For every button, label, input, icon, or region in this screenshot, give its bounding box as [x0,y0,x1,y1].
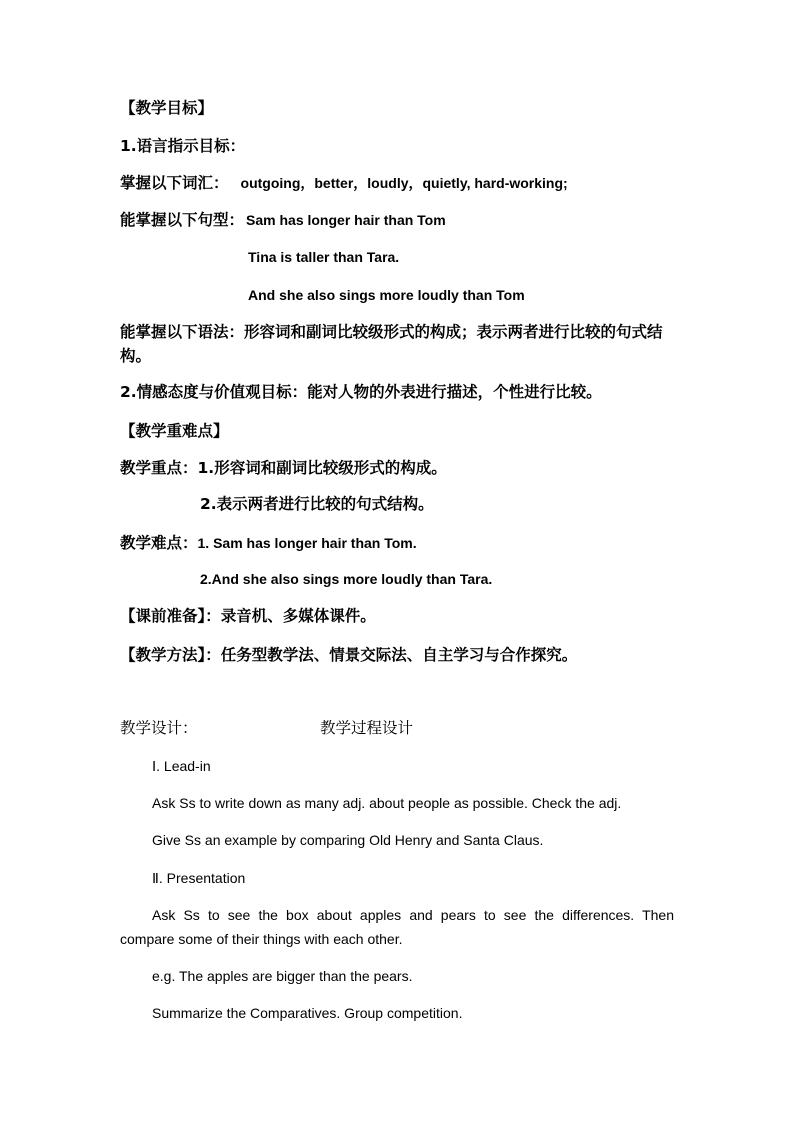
step-2-paragraph-line-1: Ask Ss to see the box about apples and pears to see the differences. Then [152,907,674,923]
difficult-point-2: 2.And she also sings more loudly than Tara. [200,571,493,587]
methods-label: 【教学方法】 [120,646,206,664]
step-2-line-1: e.g. The apples are bigger than the pears. [152,968,413,984]
preparation-text: ：录音机、多媒体课件。 [205,607,376,625]
grammar-objective: 能掌握以下语法：形容词和副词比较级形式的构成；表示两者进行比较的句式结构。 [120,323,663,365]
sentences-line [120,210,446,231]
step-1-heading: Ⅰ. Lead-in [152,758,211,774]
objectives-heading: 【教学目标】 [120,99,214,117]
design-label: 教学设计： [120,719,198,737]
methods-line [120,645,577,665]
step-1-line-2: Give Ss an example by comparing Old Henry and Santa Claus. [152,832,544,848]
difficult-points-label: 教学难点： [120,534,198,552]
key-point-line-1 [120,458,447,478]
sentence-3: And she also sings more loudly than Tom [248,287,525,303]
sentence-1: Sam has longer hair than Tom [246,212,446,228]
preparation-line [120,606,376,626]
key-point-2: 2.表示两者进行比较的句式结构。 [200,495,434,513]
design-title: 教学过程设计 [320,719,414,737]
vocab-line [120,173,568,194]
difficult-point-1: 1. Sam has longer hair than Tom. [197,535,417,551]
difficult-point-line-1 [120,533,417,554]
step-2-paragraph-line-2: compare some of their things with each other. [120,931,403,947]
sentence-2: Tina is taller than Tara. [248,249,400,265]
preparation-label: 【课前准备】 [120,607,206,625]
objective-2: 2.情感态度与价值观目标：能对人物的外表进行描述，个性进行比较。 [120,383,602,401]
key-point-1: 1.形容词和副词比较级形式的构成。 [197,459,447,477]
vocab-label: 掌握以下词汇： [120,174,229,192]
step-2-heading: Ⅱ. Presentation [152,870,246,886]
step-1-line-1: Ask Ss to write down as many adj. about people as possible. Check the adj. [152,795,622,811]
objective-1-title: 1.语言指示目标： [120,137,246,155]
sentences-label: 能掌握以下句型： [120,211,245,229]
vocab-words: outgoing，better，loudly，quietly, hard-working; [240,175,568,191]
methods-text: ：任务型教学法、情景交际法、自主学习与合作探究。 [205,646,578,664]
key-points-label: 教学重点： [120,459,198,477]
keypoints-heading: 【教学重难点】 [120,422,229,440]
step-2-line-2: Summarize the Comparatives. Group competition. [152,1005,463,1021]
